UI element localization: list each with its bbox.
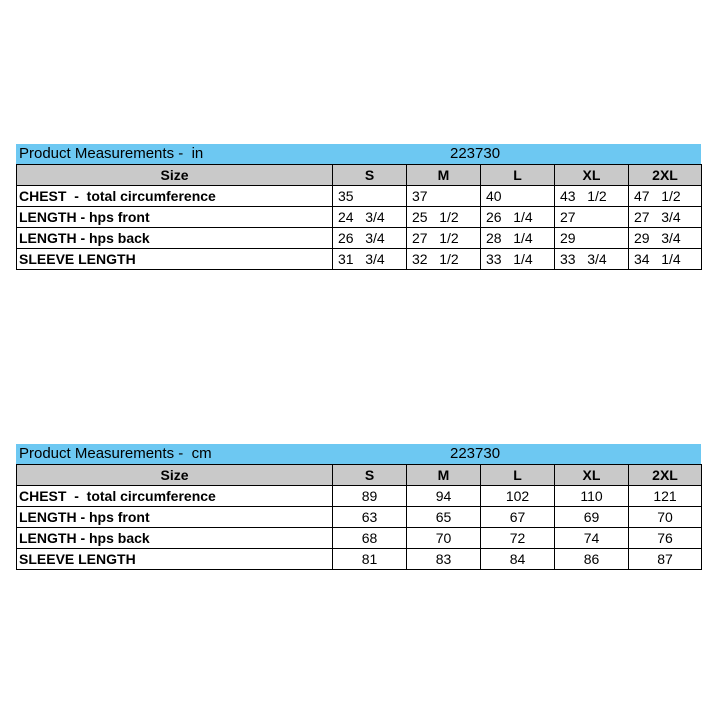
row-label: CHEST - total circumference bbox=[17, 486, 333, 507]
header-row bbox=[17, 465, 702, 486]
cell-value: 26 3/4 bbox=[333, 228, 407, 249]
cell-value: 70 bbox=[629, 507, 702, 528]
row-label: CHEST - total circumference bbox=[17, 186, 333, 207]
cell-value: 84 bbox=[481, 549, 555, 570]
cell-value: 32 1/2 bbox=[407, 249, 481, 270]
cell-value: 63 bbox=[333, 507, 407, 528]
cell-value: 121 bbox=[629, 486, 702, 507]
row-label: LENGTH - hps back bbox=[17, 528, 333, 549]
table-row bbox=[17, 486, 702, 507]
size-col-2xl: 2XL bbox=[629, 165, 702, 186]
cell-value: 72 bbox=[481, 528, 555, 549]
header-row bbox=[17, 165, 702, 186]
cell-value: 29 3/4 bbox=[629, 228, 702, 249]
cell-value: 89 bbox=[333, 486, 407, 507]
size-col-m: M bbox=[407, 465, 481, 486]
size-header: Size bbox=[17, 465, 333, 486]
size-header: Size bbox=[17, 165, 333, 186]
cell-value: 27 bbox=[555, 207, 629, 228]
cell-value: 47 1/2 bbox=[629, 186, 702, 207]
cell-value: 35 bbox=[333, 186, 407, 207]
table-row bbox=[17, 528, 702, 549]
cell-value: 43 1/2 bbox=[555, 186, 629, 207]
table-title-bar bbox=[16, 144, 701, 164]
cell-value: 40 bbox=[481, 186, 555, 207]
size-col-m: M bbox=[407, 165, 481, 186]
cell-value: 81 bbox=[333, 549, 407, 570]
cell-value: 27 3/4 bbox=[629, 207, 702, 228]
cell-value: 76 bbox=[629, 528, 702, 549]
measurements-table-inches bbox=[16, 144, 701, 270]
table-title-bar bbox=[16, 444, 701, 464]
cell-value: 26 1/4 bbox=[481, 207, 555, 228]
cell-value: 31 3/4 bbox=[333, 249, 407, 270]
cell-value: 87 bbox=[629, 549, 702, 570]
product-code: 223730 bbox=[450, 145, 501, 162]
size-col-2xl: 2XL bbox=[629, 465, 702, 486]
table-row bbox=[17, 207, 702, 228]
cell-value: 74 bbox=[555, 528, 629, 549]
size-col-xl: XL bbox=[555, 465, 629, 486]
cell-value: 94 bbox=[407, 486, 481, 507]
cell-value: 33 1/4 bbox=[481, 249, 555, 270]
cell-value: 67 bbox=[481, 507, 555, 528]
size-col-l: L bbox=[481, 165, 555, 186]
table-row bbox=[17, 186, 702, 207]
cell-value: 65 bbox=[407, 507, 481, 528]
size-col-s: S bbox=[333, 465, 407, 486]
cell-value: 83 bbox=[407, 549, 481, 570]
measurements-table-cm bbox=[16, 444, 701, 570]
table-row bbox=[17, 228, 702, 249]
table-row bbox=[17, 507, 702, 528]
cell-value: 33 3/4 bbox=[555, 249, 629, 270]
cell-value: 25 1/2 bbox=[407, 207, 481, 228]
measurement-grid bbox=[16, 164, 702, 270]
table-row bbox=[17, 549, 702, 570]
row-label: SLEEVE LENGTH bbox=[17, 549, 333, 570]
cell-value: 34 1/4 bbox=[629, 249, 702, 270]
product-code: 223730 bbox=[450, 445, 501, 462]
cell-value: 37 bbox=[407, 186, 481, 207]
cell-value: 27 1/2 bbox=[407, 228, 481, 249]
cell-value: 29 bbox=[555, 228, 629, 249]
table-title: Product Measurements - cm bbox=[19, 445, 212, 462]
cell-value: 102 bbox=[481, 486, 555, 507]
cell-value: 68 bbox=[333, 528, 407, 549]
row-label: LENGTH - hps back bbox=[17, 228, 333, 249]
cell-value: 24 3/4 bbox=[333, 207, 407, 228]
cell-value: 69 bbox=[555, 507, 629, 528]
row-label: SLEEVE LENGTH bbox=[17, 249, 333, 270]
cell-value: 70 bbox=[407, 528, 481, 549]
size-col-xl: XL bbox=[555, 165, 629, 186]
cell-value: 110 bbox=[555, 486, 629, 507]
cell-value: 28 1/4 bbox=[481, 228, 555, 249]
table-row bbox=[17, 249, 702, 270]
row-label: LENGTH - hps front bbox=[17, 507, 333, 528]
cell-value: 86 bbox=[555, 549, 629, 570]
table-title: Product Measurements - in bbox=[19, 145, 204, 162]
size-col-l: L bbox=[481, 465, 555, 486]
size-col-s: S bbox=[333, 165, 407, 186]
row-label: LENGTH - hps front bbox=[17, 207, 333, 228]
measurement-grid bbox=[16, 464, 702, 570]
